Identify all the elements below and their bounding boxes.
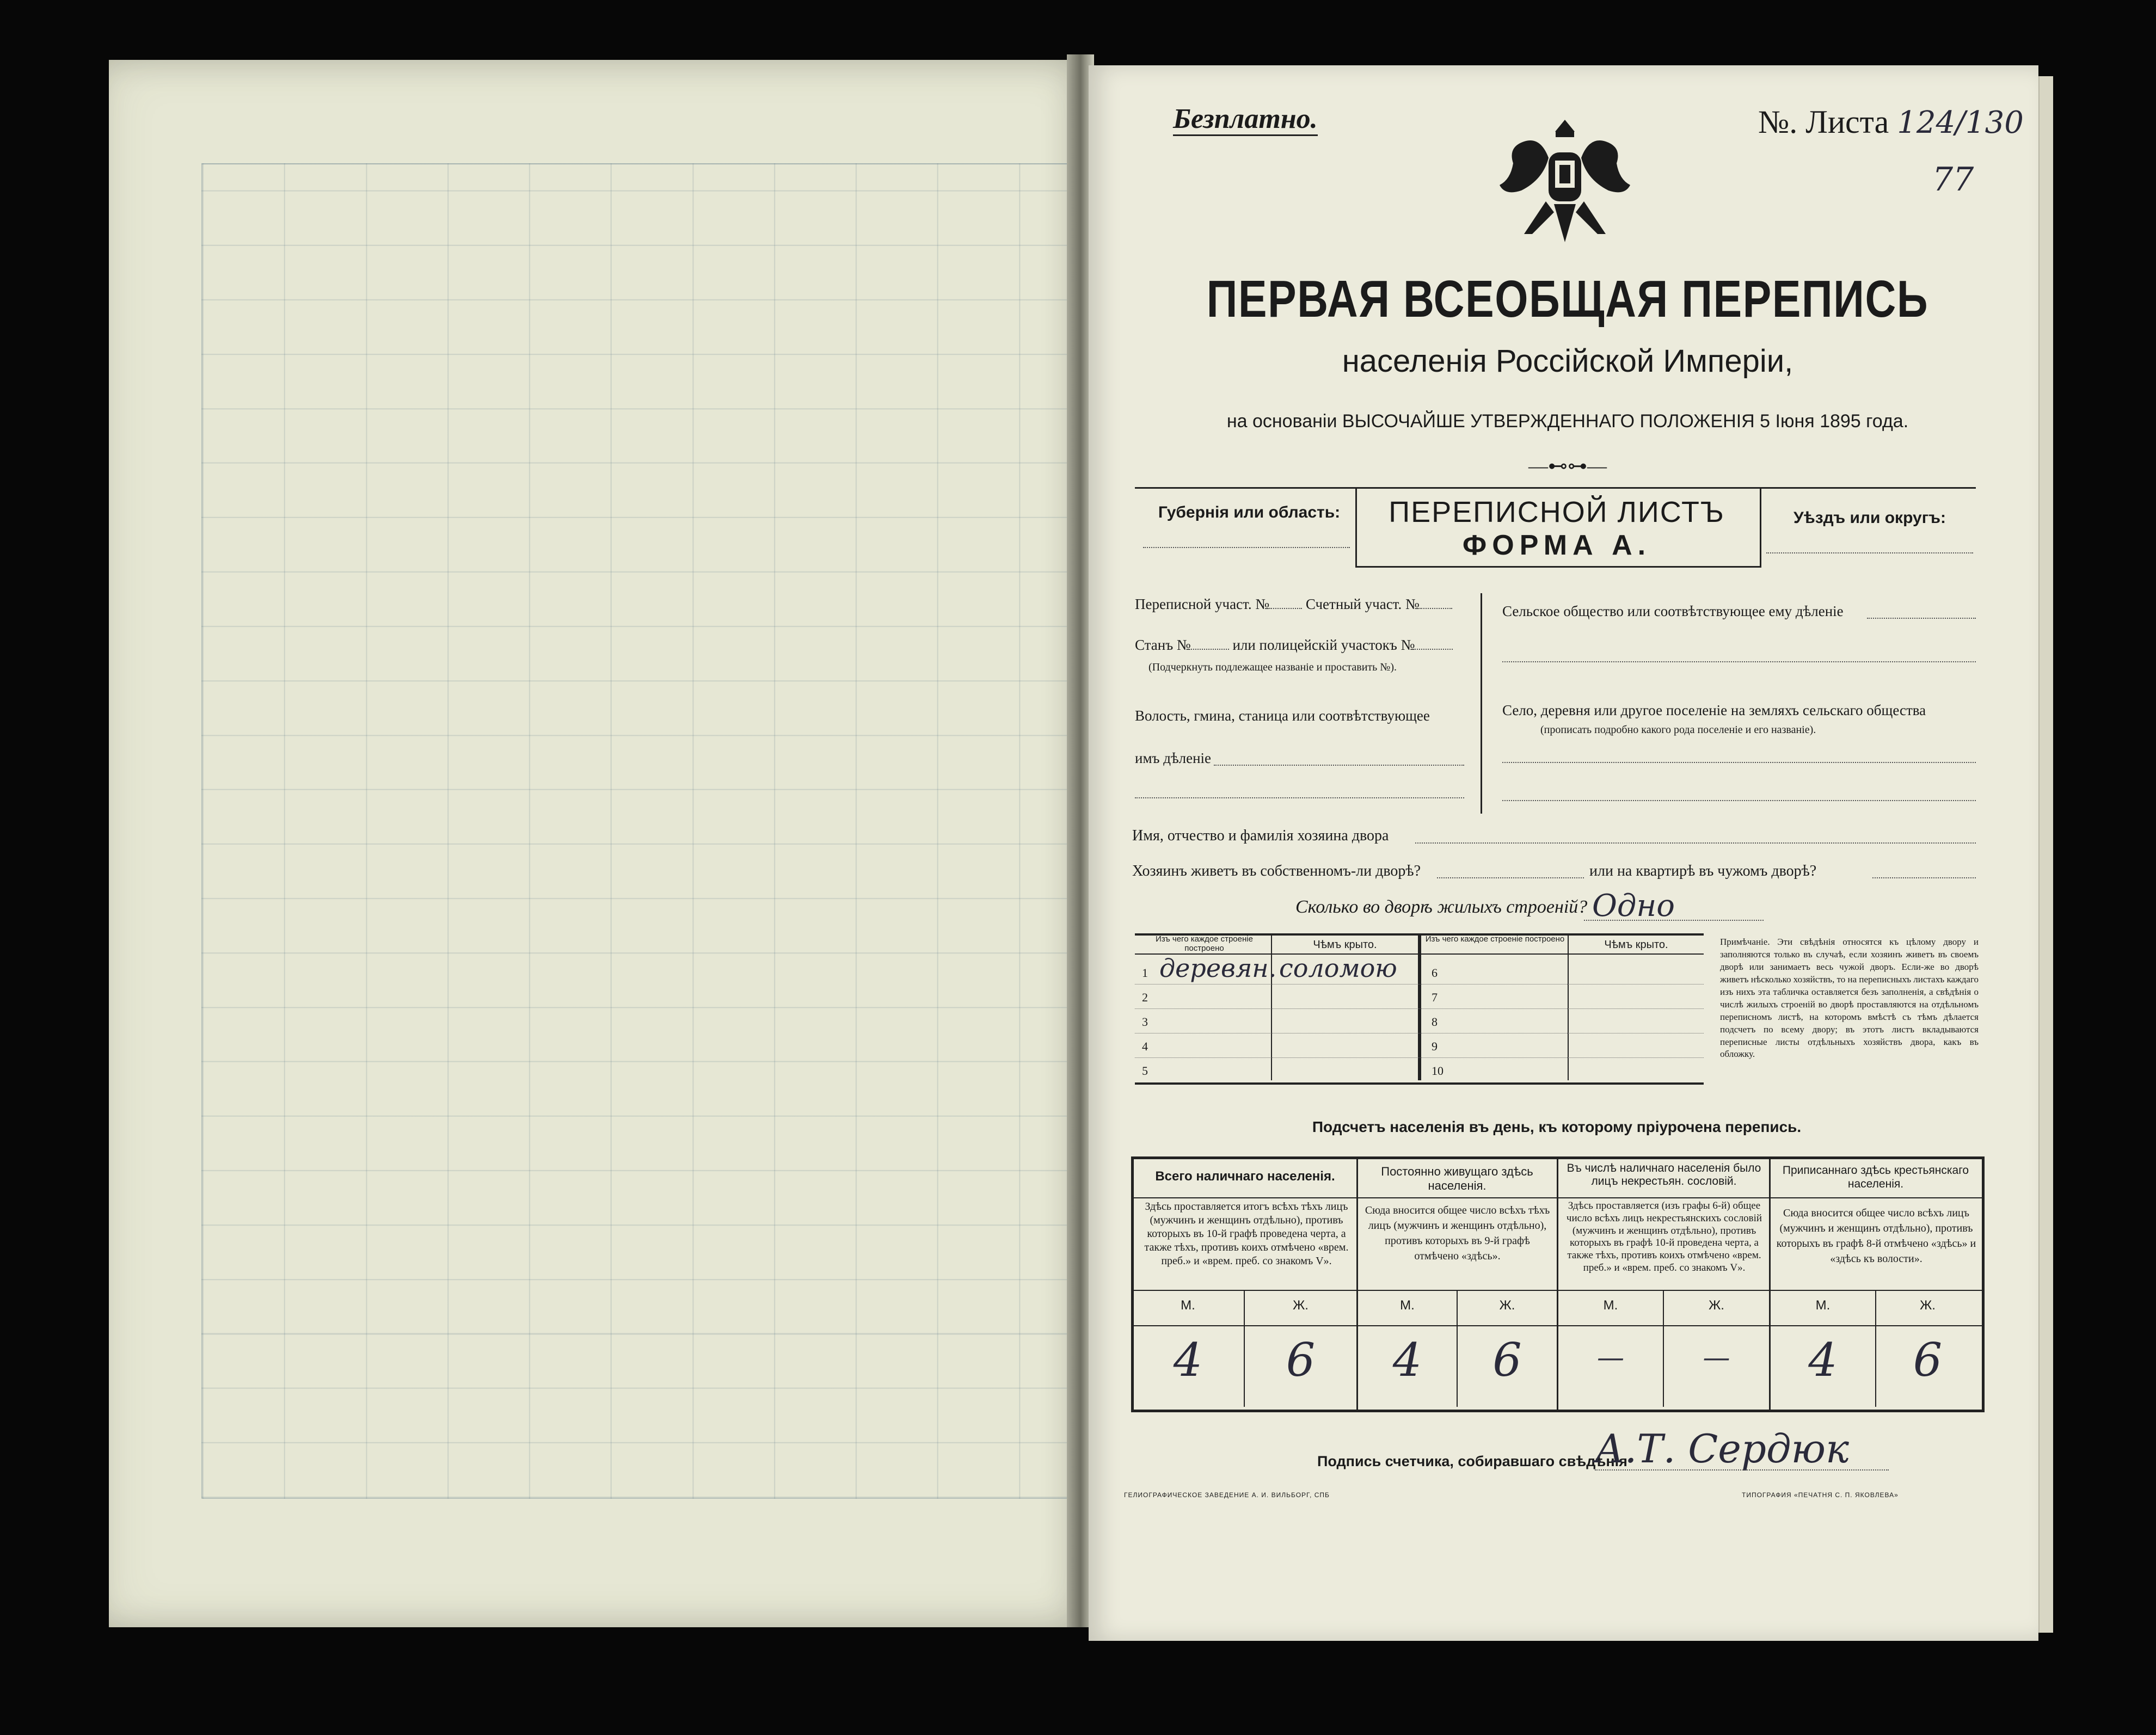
sheet-number-secondary: 77 bbox=[1932, 161, 1974, 199]
building-table-split bbox=[1418, 933, 1421, 1080]
tally-col2-f-value: 6 bbox=[1492, 1333, 1522, 1387]
buildings-question: Сколько во дворѣ жилыхъ строеній? bbox=[1295, 897, 1588, 917]
page-edge bbox=[2038, 76, 2053, 1633]
row-number: 10 bbox=[1432, 1064, 1444, 1078]
volost-label-2: имъ дѣленіе bbox=[1135, 750, 1212, 766]
tally-col1-f-value: 6 bbox=[1286, 1333, 1316, 1387]
lives-rent-field bbox=[1872, 877, 1976, 878]
stan-label: Станъ № bbox=[1135, 637, 1191, 653]
page-title: ПЕРВАЯ ВСЕОБЩАЯ ПЕРЕПИСЬ bbox=[1206, 270, 1929, 328]
rural-society-field bbox=[1867, 618, 1976, 619]
province-field bbox=[1143, 547, 1350, 548]
counting-district-label: Счетный участ. № bbox=[1305, 596, 1420, 612]
building-note: Примѣчаніе. Эти свѣдѣнія относятся къ цѣлому двору и заполняются только въ случаѣ, если хозяинъ живетъ въ своемъ дворѣ или занимаетъ весь чужой дворъ. Если-же во дворѣ живетъ нѣсколько хозяйствъ, то на переписныхъ листахъ каждаго изъ нихъ эта табличка оставляется безъ заполненія, а свѣдѣнія о числѣ жилыхъ строеній во дворѣ проставляются на отдѣльномъ переписномъ листѣ, на которомъ вмѣстѣ съ тѣмъ дѣлается подсчетъ по всему двору; въ этотъ листъ вкладываются переписные листы отдѣльныхъ хозяйствъ двора, какъ въ обложку. bbox=[1720, 937, 1979, 1060]
stan-row bbox=[1135, 637, 1472, 654]
province-label: Губернія или область: bbox=[1158, 503, 1341, 521]
lives-own-label: Хозяинъ живетъ въ собственномъ-ли дворѣ? bbox=[1132, 863, 1421, 879]
tally-col4-f-label: Ж. bbox=[1920, 1298, 1936, 1313]
volost-label: Волость, гмина, станица или соотвѣтствующее bbox=[1135, 707, 1430, 724]
row-number: 7 bbox=[1432, 990, 1438, 1004]
signature-line bbox=[1595, 1469, 1889, 1471]
tally-col3-f-label: Ж. bbox=[1709, 1298, 1724, 1313]
tally-col3-f-value: — bbox=[1703, 1342, 1730, 1373]
tally-col3-title: Въ числѣ наличнаго населенія было лицъ некрестьян. сословій. bbox=[1567, 1162, 1761, 1188]
buildings-answer: Одно bbox=[1592, 888, 1675, 924]
rural-society-field-2 bbox=[1502, 661, 1976, 662]
col-material-header: Изъ чего каждое строеніе построено bbox=[1156, 934, 1253, 953]
village-label: Село, деревня или другое поселеніе на земляхъ сельскаго общества bbox=[1502, 702, 1926, 718]
tally-col2-title: Постоянно живущаго здѣсь населенія. bbox=[1381, 1165, 1533, 1193]
row-number: 4 bbox=[1142, 1039, 1148, 1053]
tally-col3-m-label: М. bbox=[1603, 1298, 1618, 1313]
police-district-label: или полицейскій участокъ № bbox=[1232, 637, 1415, 653]
row1-roof: соломою bbox=[1279, 953, 1397, 983]
row-numbers-right bbox=[1432, 961, 1444, 1083]
col-roof-header: Чѣмъ крыто. bbox=[1313, 939, 1377, 951]
form-letter: ФОРМА А. bbox=[1462, 530, 1651, 561]
page-subtitle: населенія Россійской Имперіи, bbox=[1342, 343, 1793, 379]
row-number: 1 bbox=[1142, 966, 1148, 980]
district-field bbox=[1766, 552, 1973, 553]
tally-col4-m-label: М. bbox=[1815, 1298, 1831, 1313]
sheet-number-label bbox=[1758, 103, 2024, 141]
owner-name-label: Имя, отчество и фамилія хозяина двора bbox=[1132, 827, 1389, 844]
sheet-number-text: №. Листа bbox=[1758, 104, 1889, 140]
row-number: 8 bbox=[1432, 1015, 1438, 1029]
rural-society-label: Сельское общество или соотвѣтствующее ему дѣленіе bbox=[1502, 603, 1844, 619]
form-name: ПЕРЕПИСНОЙ ЛИСТЪ bbox=[1389, 496, 1725, 528]
double-headed-eagle-emblem bbox=[1491, 109, 1638, 256]
tally-heading: Подсчетъ населенія въ день, къ которому пріурочена перепись. bbox=[1312, 1118, 1802, 1135]
tally-col4-f-value: 6 bbox=[1913, 1333, 1943, 1387]
row-number: 2 bbox=[1142, 990, 1148, 1004]
district-label: Уѣздъ или округъ: bbox=[1793, 509, 1946, 527]
tally-col2-desc: Сюда вносится общее число всѣхъ тѣхъ лицъ (мужчинъ и женщинъ отдѣльно), противъ которыхъ въ 9-й графѣ отмѣчено «здѣсь». bbox=[1365, 1204, 1550, 1262]
tally-col2-m-value: 4 bbox=[1392, 1333, 1422, 1387]
owner-name-field bbox=[1415, 842, 1976, 844]
col-roof-header-2: Чѣмъ крыто. bbox=[1604, 939, 1668, 951]
tally-col1-m-value: 4 bbox=[1173, 1333, 1203, 1387]
village-field bbox=[1502, 762, 1976, 763]
free-label: Безплатно. bbox=[1173, 103, 1318, 136]
underline-note: (Подчеркнуть подлежащее названіе и проставить №). bbox=[1148, 661, 1397, 673]
tally-col4-desc: Сюда вносится общее число всѣхъ лицъ (мужчинъ и женщинъ отдѣльно), противъ которыхъ въ графѣ 8-й отмѣчено «здѣсь» и «здѣсь къ волости». bbox=[1776, 1207, 1976, 1265]
village-note: (прописать подробно какого рода поселеніе и его названіе). bbox=[1540, 724, 1816, 736]
enumerator-signature: А.Т. Сердюк bbox=[1595, 1426, 1850, 1472]
ornamental-divider: —⊷⊶— bbox=[1528, 455, 1607, 477]
sheet-number-value: 124/130 bbox=[1897, 105, 2024, 140]
left-page-bleedthrough-grid bbox=[201, 163, 1085, 1499]
tally-col2-m-label: М. bbox=[1400, 1298, 1415, 1313]
tally-col1-title: Всего наличнаго населенія. bbox=[1155, 1169, 1335, 1184]
lives-own-field bbox=[1437, 877, 1584, 878]
col-material-header-2: Изъ чего каждое строеніе построено bbox=[1425, 934, 1565, 944]
village-field-2 bbox=[1502, 800, 1976, 801]
lives-rent-label: или на квартирѣ въ чужомъ дворѣ? bbox=[1589, 863, 1817, 879]
row-number: 6 bbox=[1432, 966, 1438, 980]
volost-field-2 bbox=[1135, 797, 1464, 798]
tally-col1-f-label: Ж. bbox=[1293, 1298, 1309, 1313]
census-district-row bbox=[1135, 596, 1472, 613]
printer-imprint-right: ТИПОГРАФИЯ «ПЕЧАТНЯ С. П. ЯКОВЛЕВА» bbox=[1742, 1491, 1899, 1499]
tally-col3-desc: Здѣсь проставляется (изъ графы 6-й) общее число всѣхъ лицъ некрестьянскихъ сословій (мужчинъ и женщинъ отдѣльно), противъ которыхъ въ графѣ 10-й проведена черта, а также тѣхъ, противъ коихъ отмѣчено «врем. преб.» и «врем. преб. со знакомъ V». bbox=[1566, 1200, 1762, 1273]
fields-divider bbox=[1481, 593, 1482, 814]
legal-basis-line: на основаніи ВЫСОЧАЙШЕ УТВЕРЖДЕННАГО ПОЛОЖЕНІЯ 5 Іюня 1895 года. bbox=[1226, 411, 1909, 432]
row-number: 9 bbox=[1432, 1039, 1438, 1053]
row-number: 5 bbox=[1142, 1064, 1148, 1078]
row-numbers-left bbox=[1142, 961, 1148, 1083]
buildings-answer-line bbox=[1584, 920, 1764, 921]
census-district-label: Переписной участ. № bbox=[1135, 596, 1270, 612]
volost-field bbox=[1214, 765, 1464, 766]
signature-label: Подпись счетчика, собиравшаго свѣдѣнія bbox=[1317, 1453, 1627, 1469]
row1-material: деревян. bbox=[1159, 953, 1277, 983]
tally-col4-title: Приписаннаго здѣсь крестьянскаго населенія. bbox=[1782, 1164, 1969, 1191]
tally-col3-m-value: — bbox=[1597, 1342, 1624, 1373]
row-number: 3 bbox=[1142, 1015, 1148, 1029]
tally-col1-desc: Здѣсь проставляется итогъ всѣхъ тѣхъ лицъ (мужчинъ и женщинъ отдѣльно), противъ которыхъ въ 10-й графѣ проведена черта, а также тѣхъ, противъ коихъ отмѣчено «врем. преб.» и «врем. преб. со знакомъ V». bbox=[1144, 1201, 1349, 1267]
tally-col4-m-value: 4 bbox=[1808, 1333, 1838, 1387]
tally-col1-m-label: М. bbox=[1181, 1298, 1195, 1313]
printer-imprint-left: ГЕЛИОГРАФИЧЕСКОЕ ЗАВЕДЕНИЕ А. И. ВИЛЬБОРГ, СПБ bbox=[1124, 1491, 1330, 1499]
tally-col2-f-label: Ж. bbox=[1499, 1298, 1515, 1313]
